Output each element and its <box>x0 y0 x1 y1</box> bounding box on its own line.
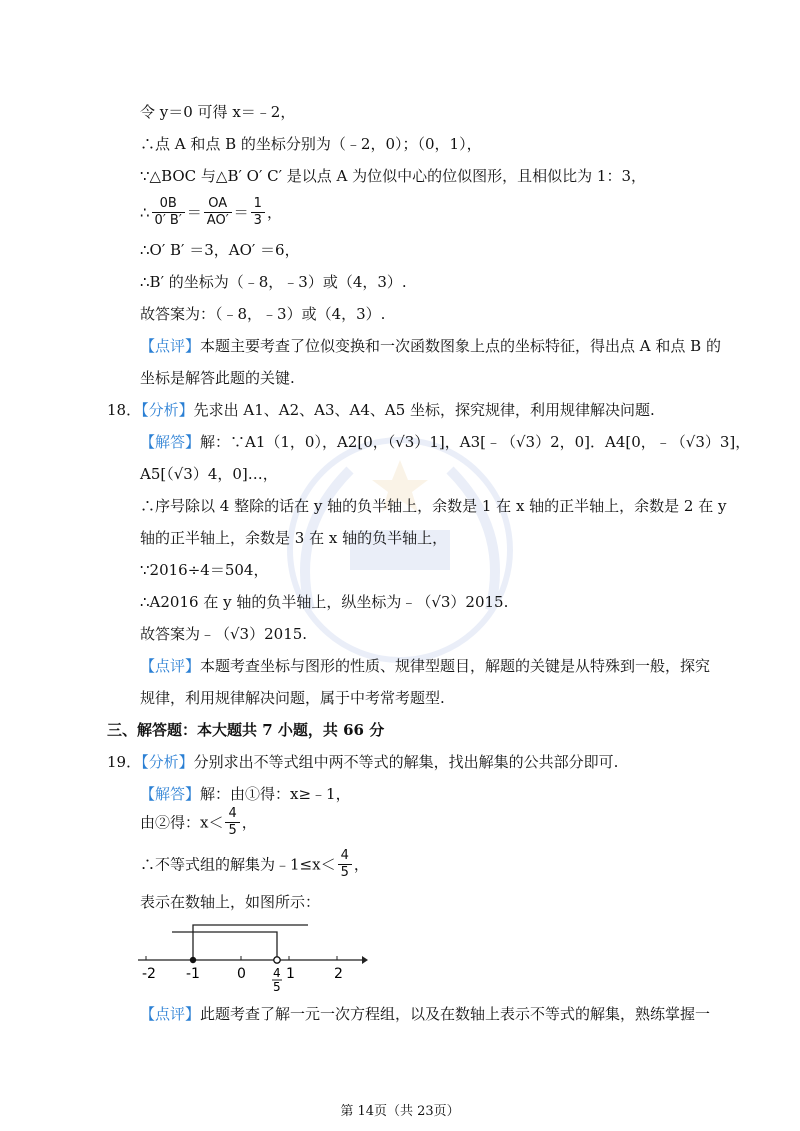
line-answer-18: 故答案为﹣（√3）2015. <box>140 625 308 643</box>
line-b-prime-coords: ∴B′ 的坐标为（﹣8，﹣3）或（4，3）. <box>140 273 407 291</box>
line-a2016: ∴A2016 在 y 轴的负半轴上，纵坐标为﹣（√3）2015. <box>140 593 509 611</box>
fraction-ob: $\frac{0B}{0' B'}$ <box>152 196 185 229</box>
closed-point-minus1 <box>190 957 196 963</box>
line-answer-17: 故答案为：（﹣8，﹣3）或（4，3）. <box>140 305 386 323</box>
answer-tag: 【解答】 <box>140 433 201 451</box>
line-number-line-intro: 表示在数轴上，如图所示： <box>140 893 321 911</box>
review-18-cont: 规律，利用规律解决问题，属于中考常考题型. <box>140 689 445 707</box>
review-18: 【点评】本题考查坐标与图形的性质、规律型题目，解题的关键是从特殊到一般，探究 <box>140 657 711 675</box>
review-17-cont: 坐标是解答此题的关键. <box>140 369 295 387</box>
axis-arrow <box>362 956 368 964</box>
review-17: 【点评】本题主要考查了位似变换和一次函数图象上点的坐标特征，得出点 A 和点 B 的 <box>140 337 721 355</box>
review-tag: 【点评】 <box>140 337 201 355</box>
tick-label: 1 <box>286 966 295 982</box>
page-footer: 第 14页（共 23页） <box>340 1104 460 1119</box>
line-lengths: ∴O′ B′ ＝3，AO′ ＝6， <box>140 241 300 259</box>
line-ratio-equation: ∴ $\frac{0B}{0' B'}$ ＝ $\frac{OA}{AO'}$ ＝ $\frac{1}{3}$ ， <box>140 196 282 228</box>
special-tick-den: 5 <box>273 980 281 992</box>
answer-18: 【解答】解：∵A1（1，0），A2[0，（√3）1]，A3[﹣（√3）2，0]．A4[0，﹣（√3）3]， <box>140 433 751 451</box>
line-division: ∵2016÷4＝504， <box>140 561 269 579</box>
answer-19: 【解答】解：由①得：x≥﹣1， <box>140 785 351 803</box>
line-similar-figure: ∵△BOC 与△B′ O′ C′ 是以点 A 为位似中心的位似图形，且相似比为 1：3， <box>140 167 647 185</box>
watermark-emblem <box>270 420 530 680</box>
open-point-four-fifths <box>274 957 280 963</box>
tick-label: 0 <box>237 966 246 982</box>
line-remainder-rule: ∴序号除以 4 整除的话在 y 轴的负半轴上，余数是 1 在 x 轴的正半轴上，余数是 2 在 y <box>140 497 727 515</box>
tick-label: -1 <box>186 966 200 982</box>
review-19: 【点评】此题考查了解一元一次方程组，以及在数轴上表示不等式的解集，熟练掌握一 <box>140 1005 711 1023</box>
analysis-18: 18．【分析】先求出 A1、A2、A3、A4、A5 坐标，探究规律，利用规律解决问题. <box>107 401 655 419</box>
line-coords-ab: ∴点 A 和点 B 的坐标分别为（﹣2，0）；（0，1）， <box>140 135 482 153</box>
line-remainder-rule-cont: 轴的正半轴上，余数是 3 在 x 轴的负半轴上， <box>140 529 448 547</box>
fraction-four-fifths-2: $\frac{4}{5}$ <box>338 848 352 881</box>
tick-label: -2 <box>142 966 156 982</box>
line-let-y-zero: 令 y＝0 可得 x＝﹣2， <box>140 103 296 121</box>
analysis-tag: 【分析】 <box>141 401 194 419</box>
section-heading: 三、解答题：本大题共 7 小题，共 66 分 <box>107 721 385 739</box>
ray-x-lt-four-fifths <box>172 932 277 960</box>
ray-x-ge-minus1 <box>193 925 308 960</box>
analysis-19: 19．【分析】分别求出不等式组中两不等式的解集，找出解集的公共部分即可. <box>107 753 619 771</box>
fraction-oa: $\frac{OA}{AO'}$ <box>204 196 232 229</box>
special-tick-num: 4 <box>273 966 281 980</box>
line-ineq-2: 由②得：x＜ $\frac{4}{5}$ ， <box>140 806 257 838</box>
question-number-18: 18． <box>107 401 142 419</box>
line-a5: A5[（√3）4，0]…， <box>140 465 278 483</box>
fraction-one-third: $\frac{1}{3}$ <box>251 196 265 229</box>
line-solution-set: ∴不等式组的解集为﹣1≤x＜ $\frac{4}{5}$ ， <box>140 848 369 880</box>
question-number-19: 19． <box>107 753 142 771</box>
tick-label: 2 <box>334 966 343 982</box>
number-line-figure <box>138 920 368 992</box>
fraction-four-fifths: $\frac{4}{5}$ <box>225 806 239 839</box>
